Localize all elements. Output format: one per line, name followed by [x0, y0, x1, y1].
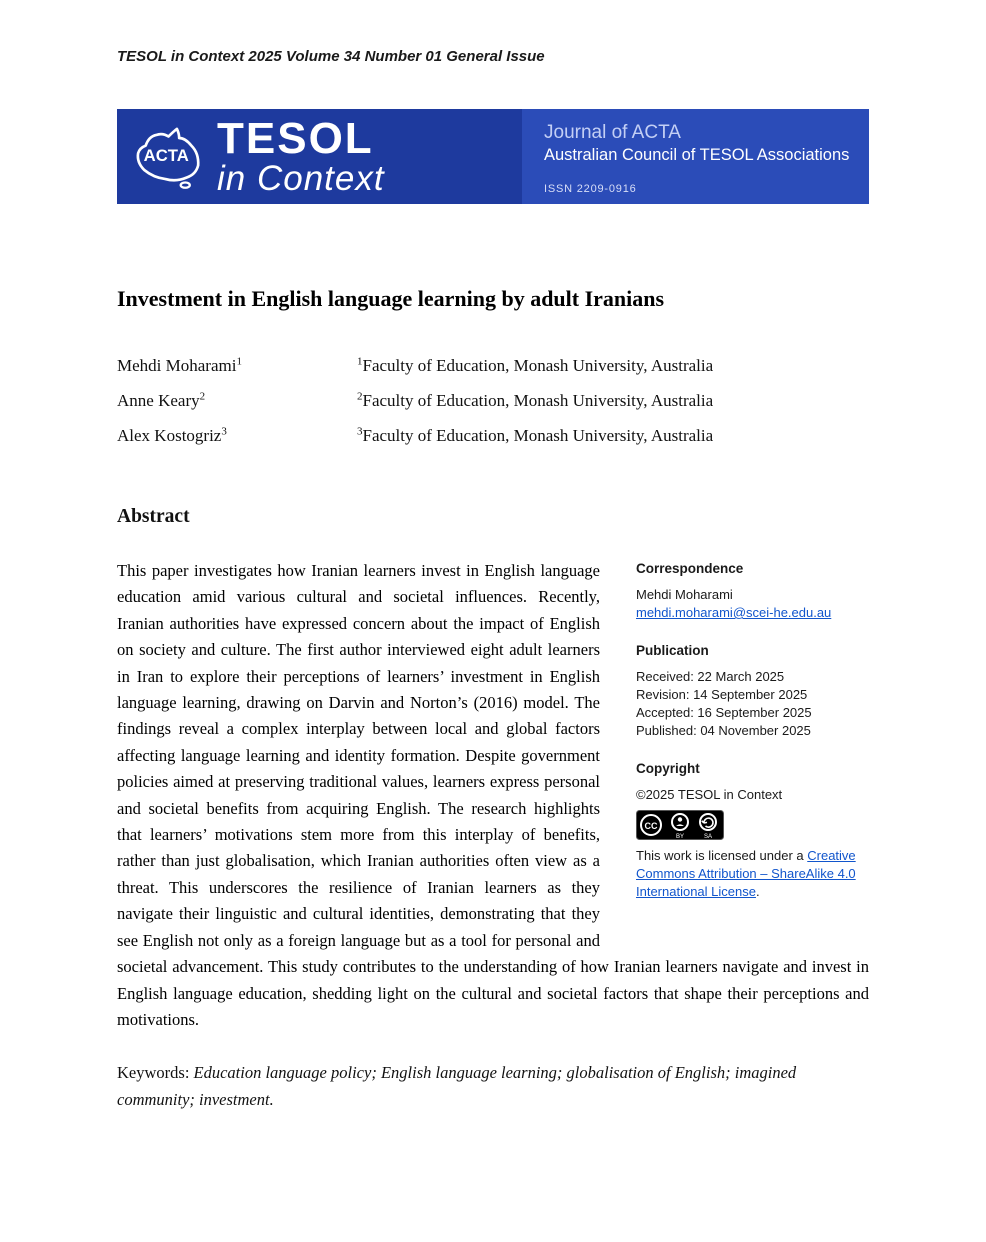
- abstract-heading: Abstract: [117, 506, 190, 527]
- abstract-body: [117, 558, 869, 1113]
- author-name-text: Anne Keary: [117, 391, 200, 410]
- journal-running-head: TESOL in Context 2025 Volume 34 Number 01 General Issue: [117, 48, 545, 65]
- abstract-text: This paper investigates how Iranian learners invest in English language education amid various cultural and societal influences. Recently, Iranian authorities have expressed concern about the impact of English on society and culture. The first author interviewed eight adult learners in Iran to explore their perceptions of learners’ investment in English language learning, drawing on Darvin and Norton’s (2016) model. The findings reveal a complex interplay between local and global factors affecting language learning and identity formation. Despite government policies aimed at preserving traditional values, learners express personal and societal benefits from acquiring English. The research highlights that learners’ motivations stem more from this interplay of benefits, rather than just globalisation, which Iranian authorities often view as a threat. This underscores the resilience of Iranian learners as they navigate their linguistic and cultural identities, demonstrating that they see English not only as a foreign language but as a tool for personal and societal advancement. This study contributes to the understanding of how Iranian learners navigate and invest in English language education, shedding light on the cultural and societal factors that shape their perceptions and motivations.: [117, 561, 869, 1029]
- correspondence-name: Mehdi Moharami: [636, 587, 733, 602]
- issn-label: ISSN 2209-0916: [544, 183, 637, 195]
- author-name-text: Alex Kostogriz: [117, 426, 222, 445]
- affiliation-marker: 3: [357, 425, 363, 438]
- acta-australia-map-icon: [129, 124, 205, 190]
- correspondence-heading: Correspondence: [636, 561, 744, 576]
- author-affiliation-marker: 3: [221, 425, 227, 438]
- author-affiliation-marker: 2: [199, 390, 206, 403]
- author-name: [117, 391, 357, 411]
- license-prefix-text: This work is licensed under a: [636, 848, 808, 863]
- publication-revision: Revision: 14 September 2025: [636, 687, 808, 702]
- keywords-label: Keywords:: [117, 1063, 194, 1083]
- author-list: [117, 356, 869, 446]
- author-affiliation-marker: 1: [236, 355, 242, 368]
- svg-text:CC: CC: [644, 821, 658, 831]
- keywords-line: [117, 1059, 869, 1113]
- affiliation-text: Faculty of Education, Monash University, Australia: [362, 356, 714, 375]
- journal-logo-text: [217, 113, 385, 199]
- author-affiliation: [357, 426, 713, 446]
- affiliation-text: Faculty of Education, Monash University, Australia: [362, 391, 714, 410]
- author-row: [117, 356, 869, 376]
- svg-text:SA: SA: [703, 834, 713, 840]
- publication-accepted: Accepted: 16 September 2025: [636, 705, 812, 720]
- banner-info-panel: [522, 109, 869, 204]
- journal-banner: [117, 109, 869, 204]
- svg-text:BY: BY: [675, 834, 685, 840]
- author-row: [117, 426, 869, 446]
- author-name: [117, 426, 357, 446]
- license-suffix-text: .: [755, 884, 760, 899]
- article-metadata-sidebar: [636, 558, 869, 922]
- author-name-text: Mehdi Moharami: [117, 356, 237, 375]
- affiliation-marker: 2: [357, 390, 363, 403]
- journal-of-acta-label: Journal of ACTA: [544, 122, 681, 143]
- author-affiliation: [357, 356, 713, 376]
- correspondence-email-link[interactable]: mehdi.moharami@scei-he.edu.au: [636, 605, 832, 620]
- publication-published: Published: 04 November 2025: [636, 723, 811, 738]
- publication-received: Received: 22 March 2025: [636, 669, 785, 684]
- copyright-heading: Copyright: [636, 761, 700, 776]
- journal-logo-subtitle: in Context: [217, 159, 385, 199]
- publication-section: [636, 643, 869, 740]
- cc-license-link[interactable]: Creative Commons Attribution – ShareAlike 4.0 International License: [636, 848, 856, 899]
- affiliation-marker: 1: [357, 355, 363, 368]
- license-statement: [636, 847, 869, 901]
- publication-heading: Publication: [636, 643, 709, 658]
- author-name: [117, 356, 357, 376]
- banner-logo-panel: [117, 109, 522, 204]
- author-affiliation: [357, 391, 713, 411]
- copyright-notice: ©2025 TESOL in Context: [636, 787, 783, 802]
- acta-full-name-label: Australian Council of TESOL Associations: [544, 146, 850, 164]
- affiliation-text: Faculty of Education, Monash University, Australia: [362, 426, 714, 445]
- copyright-section: [636, 761, 869, 901]
- cc-by-sa-license-badge-icon[interactable]: [636, 810, 724, 840]
- correspondence-section: [636, 561, 869, 622]
- journal-logo-title: TESOL: [217, 113, 374, 163]
- article-title: Investment in English language learning by adult Iranians: [117, 286, 665, 311]
- author-row: [117, 391, 869, 411]
- keywords-value: Education language policy; English language learning; globalisation of English; imagined community; investment.: [117, 1063, 797, 1110]
- acta-logo-text: ACTA: [143, 145, 189, 165]
